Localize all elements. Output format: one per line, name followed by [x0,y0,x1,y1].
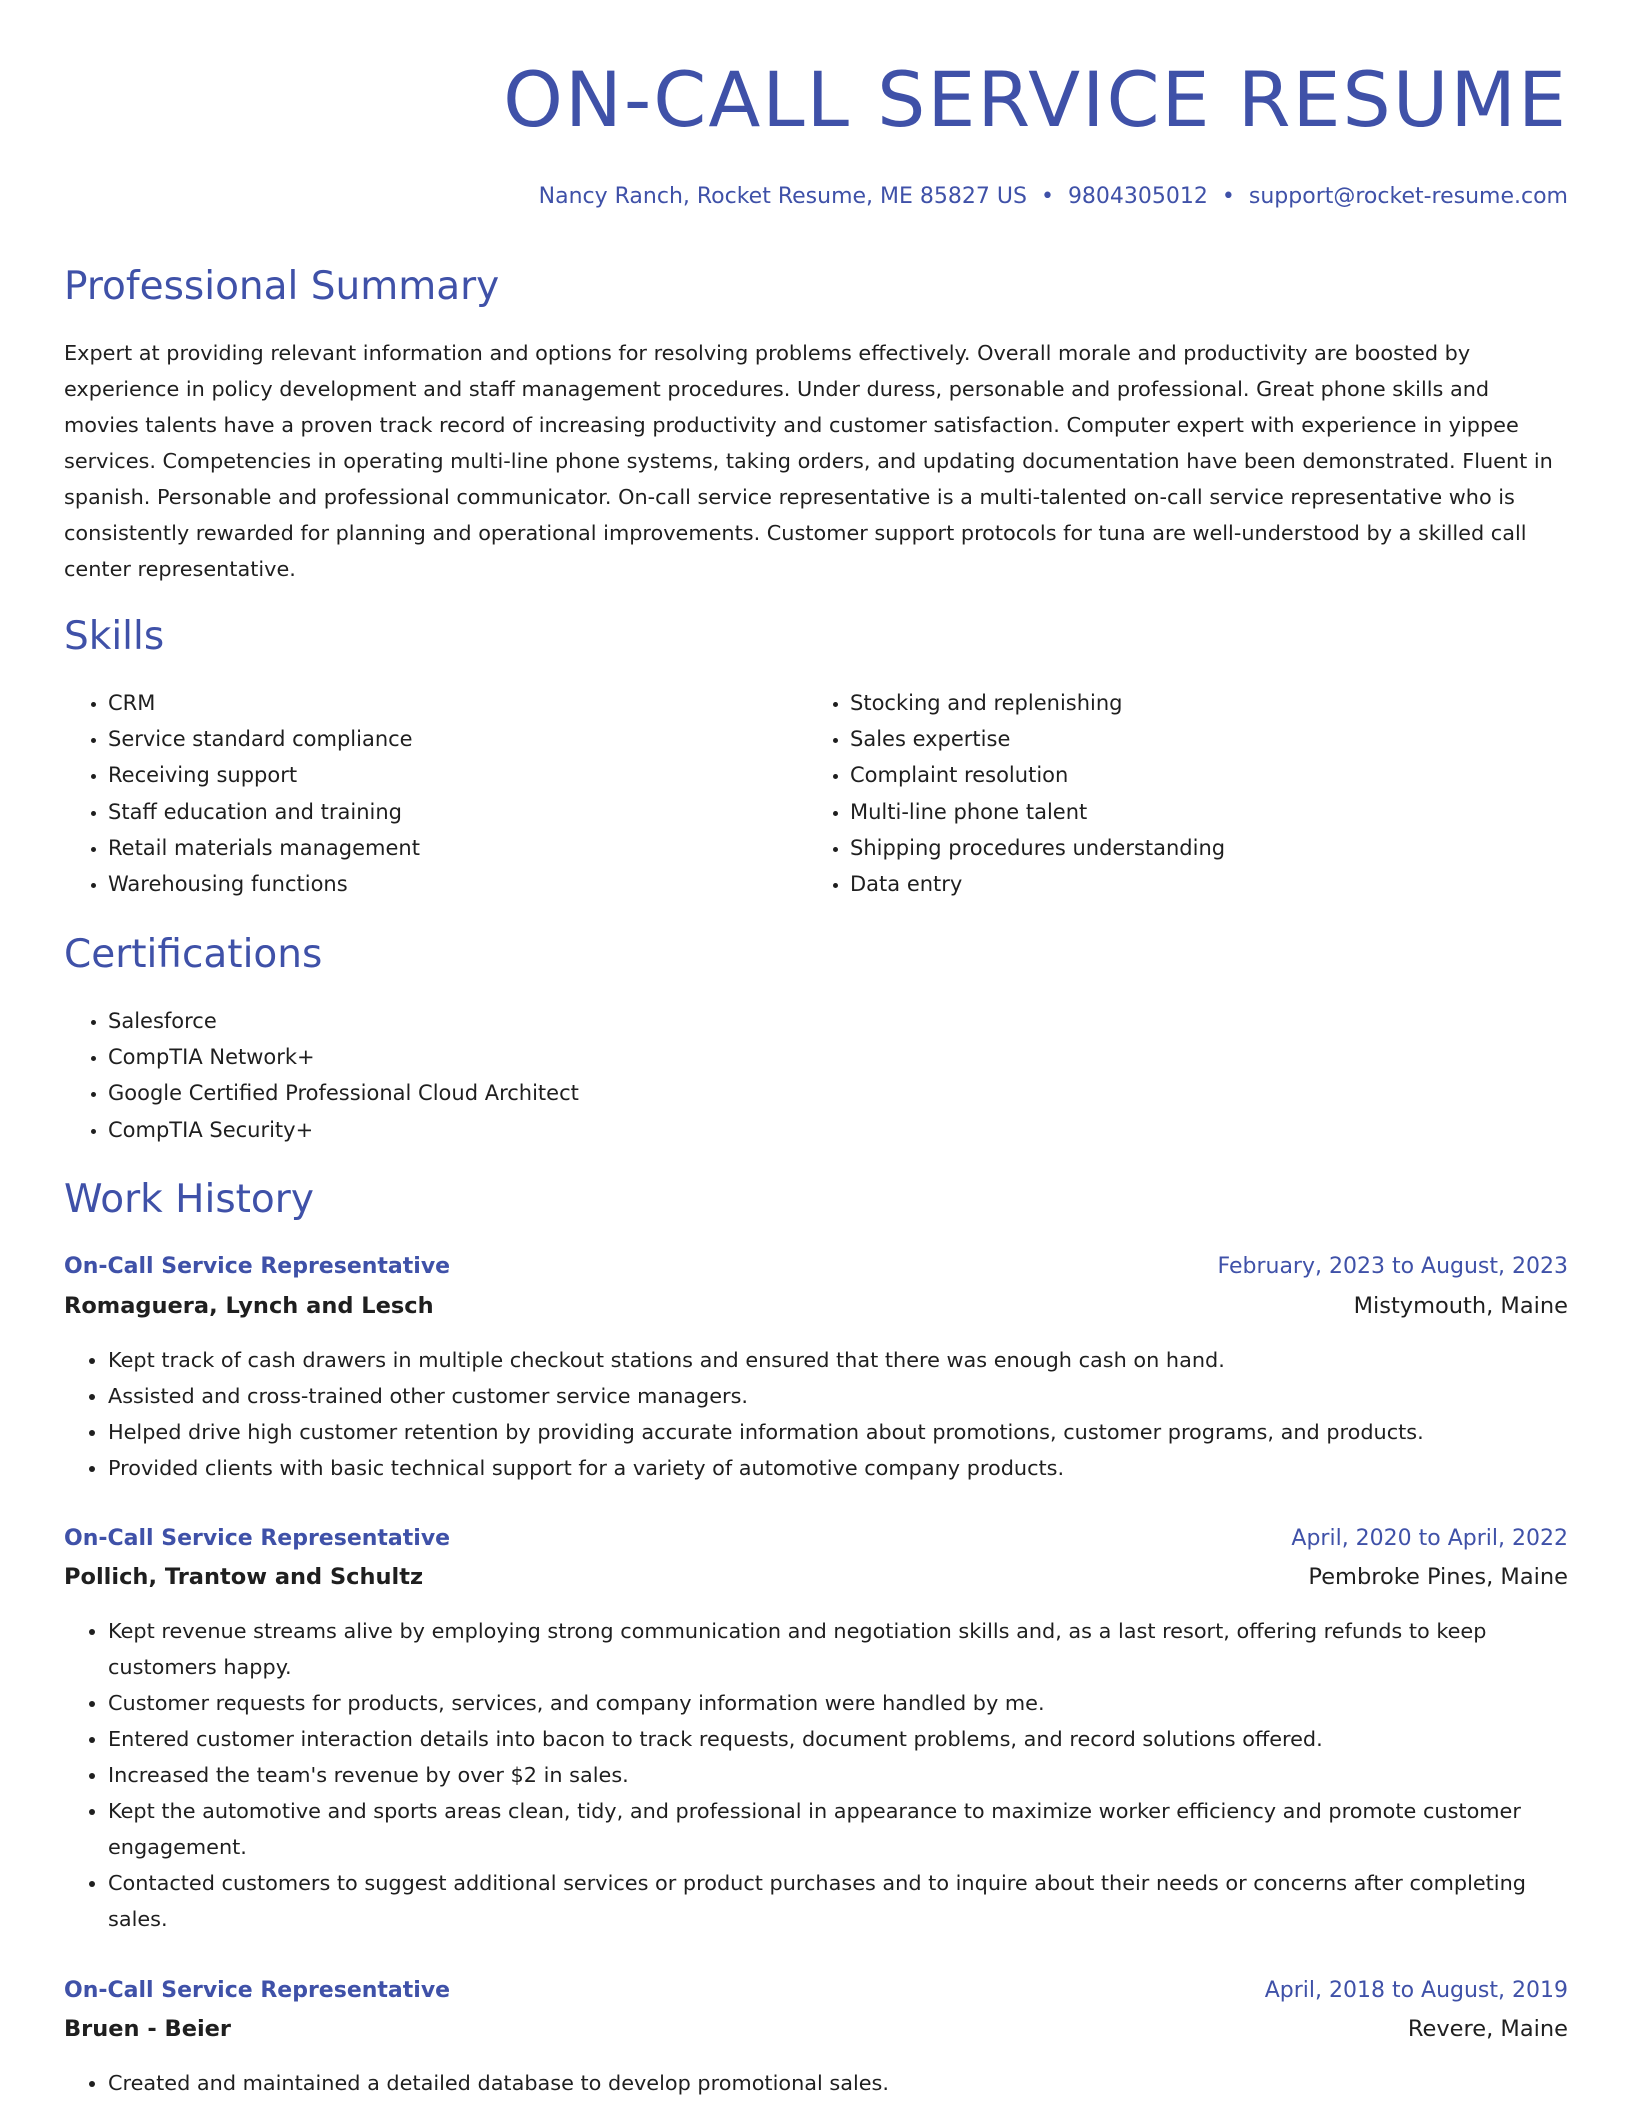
certification-item: • Salesforce [108,1003,579,1039]
skill-item: • Staff education and training [108,794,420,830]
skill-item: • Sales expertise [850,721,1225,757]
job-location: Mistymouth, Maine [1353,1293,1568,1319]
summary-heading: Professional Summary [64,264,500,309]
contact-address: Nancy Ranch, Rocket Resume, ME 85827 US [538,184,1027,209]
skills-list-right [806,685,1225,902]
job-location: Pembroke Pines, Maine [1308,1564,1568,1590]
certifications-heading: Certifications [64,932,323,977]
job-bullets [64,1613,1568,1937]
job-company-row [64,2013,1568,2045]
job-bullet: • Increased the team's revenue by over $2 in sales. [108,1757,1568,1793]
certification-item: • CompTIA Network+ [108,1039,579,1075]
job-bullet: • Helped drive high customer retention by providing accurate information about promotions, customer programs, and products. [108,1414,1568,1450]
certifications-list [64,1003,579,1148]
job-bullet: • Contacted customers to suggest additional services or product purchases and to inquire about their needs or concerns after completing sales. [108,1865,1568,1937]
job-bullets [64,2065,1568,2101]
job-bullet: • Created and maintained a detailed database to develop promotional sales. [108,2065,1568,2101]
job-title: On-Call Service Representative [64,1526,451,1551]
skills-heading: Skills [64,614,165,659]
skill-item: • Service standard compliance [108,721,420,757]
job-dates: April, 2018 to August, 2019 [1264,1978,1568,2003]
resume-title: ON-CALL SERVICE RESUME [503,55,1568,144]
job-bullet: • Kept track of cash drawers in multiple checkout stations and ensured that there was enough cash on hand. [108,1342,1568,1378]
job-header [64,1975,1568,2007]
job-header [64,1251,1568,1283]
job-company: Bruen - Beier [64,2016,232,2042]
skills-list-left [64,685,420,902]
contact-email[interactable]: support@rocket-resume.com [1248,184,1568,209]
job-bullet: • Kept the automotive and sports areas clean, tidy, and professional in appearance to maximize worker efficiency and promote customer engagement. [108,1793,1568,1865]
job-bullet: • Assisted and cross-trained other customer service managers. [108,1378,1568,1414]
certification-item: • Google Certified Professional Cloud Architect [108,1075,579,1111]
contact-line [539,181,1568,213]
job-bullet: • Entered customer interaction details into bacon to track requests, document problems, and record solutions offered. [108,1721,1568,1757]
skill-item: • Complaint resolution [850,757,1225,793]
skill-item: • CRM [108,685,420,721]
skill-item: • Shipping procedures understanding [850,830,1225,866]
job-company: Pollich, Trantow and Schultz [64,1564,424,1590]
job-company: Romaguera, Lynch and Lesch [64,1293,434,1319]
skill-item: • Warehousing functions [108,866,420,902]
job-bullet: • Customer requests for products, services, and company information were handled by me. [108,1685,1568,1721]
skill-item: • Receiving support [108,757,420,793]
contact-separator: • [1040,184,1054,209]
job-bullets [64,1342,1568,1486]
job-dates: April, 2020 to April, 2022 [1291,1526,1568,1551]
skill-item: • Retail materials management [108,830,420,866]
summary-text: Expert at providing relevant information and options for resolving problems effectively. Overall morale and productivity are boosted by experience in policy development and staff management procedures. Under duress, personable and professional. Great phone skills and movies talents have a proven track record of increasing productivity and customer satisfaction. Computer expert with experience in yippee services. Competencies in operating multi-line phone systems, taking orders, and updating documentation have been demonstrated. Fluent in spanish. Personable and professional communicator. On-call service representative is a multi-talented on-call service representative who is consistently rewarded for planning and operational improvements. Customer support protocols for tuna are well-understood by a skilled call center representative. [64,341,1553,581]
job-title: On-Call Service Representative [64,1978,451,2003]
job-header [64,1523,1568,1555]
job-dates: February, 2023 to August, 2023 [1217,1254,1568,1279]
job-bullet: • Provided clients with basic technical support for a variety of automotive company products. [108,1450,1568,1486]
work-history-heading: Work History [64,1177,314,1222]
job-bullet: • Kept revenue streams alive by employing strong communication and negotiation skills and, as a last resort, offering refunds to keep customers happy. [108,1613,1568,1685]
job-location: Revere, Maine [1407,2016,1568,2042]
certification-item: • CompTIA Security+ [108,1112,579,1148]
job-company-row [64,1290,1568,1322]
job-title: On-Call Service Representative [64,1254,451,1279]
contact-separator: • [1221,184,1235,209]
skill-item: • Data entry [850,866,1225,902]
job-company-row [64,1561,1568,1593]
contact-phone: 9804305012 [1067,184,1208,209]
skill-item: • Multi-line phone talent [850,794,1225,830]
skill-item: • Stocking and replenishing [850,685,1225,721]
